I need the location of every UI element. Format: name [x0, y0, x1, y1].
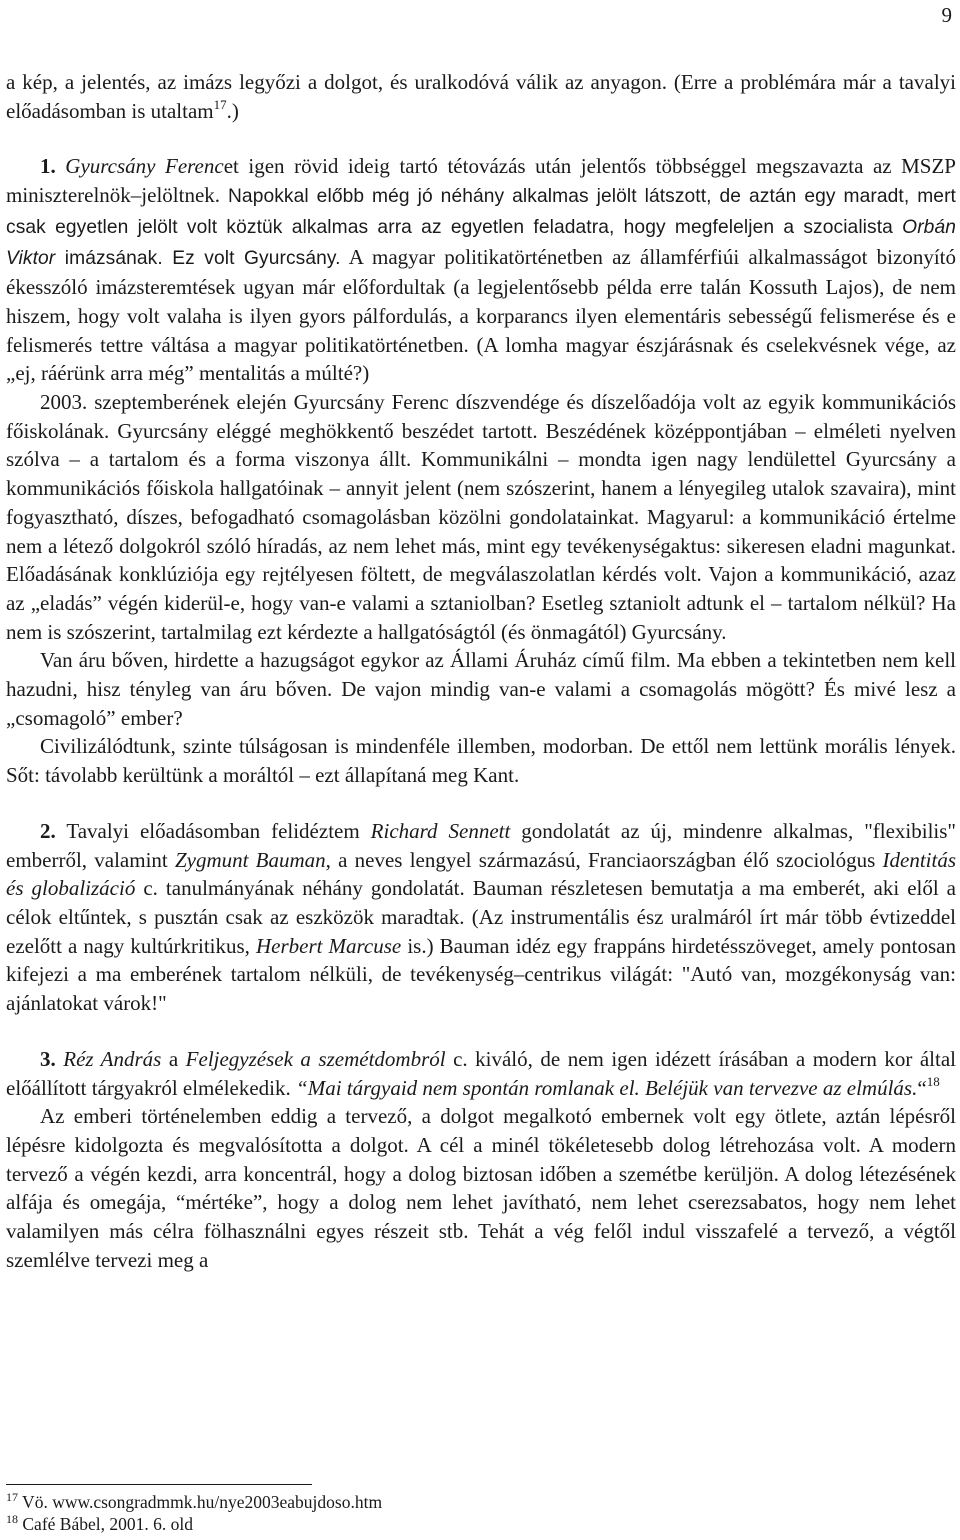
paragraph: Van áru bőven, hirdette a hazugságot egykor az Állami Áruház című film. Ma ebben a tekintetben nem kell hazudni, hisz tényleg van áru bőven. De vajon mindig van-e valami a csomagolás mögött? És mivé lesz a „csomagoló” ember?	[6, 648, 956, 730]
footnote-number: 17	[6, 1490, 18, 1504]
section-3-paragraph	[6, 1045, 956, 1102]
text-run: c. tanulmányának néhány gondolatát. Bauman részletesen bemutatja a ma emberét, aki elől a célok eltűntek, s pusztán csak az eszközök maradtak. (Az instrumentális ész uralmáról írt már több évtizeddel ezelőtt a nagy kultúrkritikus,	[6, 876, 957, 958]
paragraph: 2003. szeptemberének elején Gyurcsány Ferenc díszvendége és díszelőadója volt az egyik kommunikációs főiskolának. Gyurcsány eléggé meghökkentő beszédet tartott. Beszédének középpontjában – elméleti nyelven szólva – a tartalom és a forma viszonya állt. Kommunikálni – mondta igen nagy lendülettel Gyurcsány a kommunikációs főiskola hallgatóinak – annyit jelent (nem szószerint, hanem a lényegileg utalok szavaira), mint fogyasztható, díszes, befogadható csomagolásban közölni gondolatainkat. Magyarul: a kommunikáció értelme nem a létező dolgokról szóló híradás, az nem lehet más, mint egy tevékenységaktus: sikeresen eladni magunkat. Előadásának konklúziója egy rejtélyesen föltett, de megválaszolatlan kérdés volt. Vajon a kommunikáció, azaz az „eladás” végén kiderül-e, hogy van-e valami a sztaniolban? Esetleg sztaniolt adtunk el – tartalom nélkül? Ha nem is szószerint, tartalmilag ezt kérdezte a hallgatóságtól (és önmagától) Gyurcsány.	[6, 390, 956, 644]
text-run: c. kiváló, de nem igen idézett írásában a modern kor által előállított tárgyakról elmélekedik.	[6, 1046, 956, 1100]
section-number: 1.	[40, 154, 56, 179]
person-name: Herbert Marcuse	[255, 933, 402, 958]
text-run: Tavalyi előadásomban felidéztem	[55, 818, 371, 843]
footnotes	[6, 1491, 946, 1535]
footnote-ref[interactable]: 17	[213, 96, 227, 112]
person-name: Réz András	[63, 1046, 162, 1071]
section-2-paragraph	[6, 817, 956, 1018]
body-text	[6, 68, 956, 1274]
paragraph	[6, 68, 956, 125]
footnote-text: Café Bábel, 2001. 6. old	[18, 1514, 193, 1534]
footnote-ref[interactable]: 18	[926, 1073, 940, 1089]
text-run: gondolatát az új, mindenre alkalmas, "flexibilis" emberről, valamint	[6, 818, 956, 872]
text-run: a	[161, 1046, 186, 1071]
footnote	[6, 1491, 946, 1513]
footnote-number: 18	[6, 1512, 18, 1526]
person-name: Gyurcsány Ferenc	[65, 154, 224, 179]
paragraph: Az emberi történelemben eddig a tervező, a dolgot megalkotó embernek volt egy ötlete, aztán lépésről lépésre kidolgozta és megvalósította a dolgot. A cél a minél tökéletesebb dolog létrehozása volt. A modern tervező a végén kezdi, arra koncentrál, hogy a dolog biztosan időben a szemétbe kerüljön. A dolog létezésének alfája és omegája, “mértéke”, hogy a dolog nem lehet javítható, nem lehet cserezsabatos, hogy nem lehet valamilyen más célra fölhasználni egyes részeit stb. Tehát a vég felől indul visszafelé a tervező, a végtől szemlélve tervezi meg a	[6, 1104, 956, 1272]
text-run: is.) Bauman idéz egy frappáns hirdetésszöveget, amely pontosan kifejezi a ma emberének tartalom nélküli, de tevékenység–centrikus világát: "Autó van, mozgékonyság van: ajánlatokat várok!"	[6, 933, 956, 1016]
quote-mark: “	[917, 1075, 927, 1100]
section-1-paragraph	[6, 152, 956, 388]
person-name: Zygmunt Bauman	[174, 847, 326, 872]
paragraph: Civilizálódtunk, szinte túlságosan is mindenféle illemben, modorban. De ettől nem lettünk morális lények. Sőt: távolabb kerültünk a moráltól – ezt állapítaná meg Kant.	[6, 734, 956, 788]
section-number: 3.	[40, 1046, 56, 1071]
text-run: , a neves lengyel származású, Franciaországban élő szociológus	[325, 847, 883, 872]
text-run: et igen rövid ideig tartó tétovázás után jelentős többséggel megszavazta az MSZP miniszterelnök–jelöltnek.	[6, 154, 956, 208]
page-number: 9	[941, 3, 952, 27]
text-run: Napokkal előbb még jó néhány alkalmas jelölt látszott, de aztán egy maradt, mert csak egyetlen jelölt volt köztük alkalmas arra az egyetlen feladatra, hogy megfeleljen a szocialista	[6, 186, 956, 238]
quotation: “Mai tárgyaid nem spontán romlanak el. Beléjük van tervezve az elmúlás.	[296, 1075, 918, 1100]
section-number: 2.	[40, 818, 56, 843]
footnote-text: Vö. www.csongradmmk.hu/nye2003eabujdoso.htm	[18, 1492, 383, 1512]
text-run: A magyar politikatörténetben az államférfiúi alkalmasságot bizonyító ékesszóló imázsteremtések ugyan már előfordultak (a legjelentősebb példa erre talán Kossuth Lajos), de nem hiszem, hogy volt valaha is ilyen gyors pálfordulás, a korparancs ilyen elementáris sebességű felismerése és e felismerés tettre váltása a magyar politikatörténetben. (A lomha magyar észjárásnak és cselekvésnek vége, az „ej, ráérünk arra még” mentalitás a múlté?)	[6, 244, 956, 386]
person-name: Richard Sennett	[370, 818, 511, 843]
footnote-divider	[6, 1484, 312, 1485]
person-name: Orbán Viktor	[6, 216, 956, 269]
text-run: .)	[226, 98, 239, 123]
work-title: Identitás és globalizáció	[6, 847, 956, 901]
text-run: imázsának. Ez volt Gyurcsány.	[55, 247, 341, 269]
text-run: a kép, a jelentés, az imázs legyőzi a dolgot, és uralkodóvá válik az anyagon. (Erre a problémára már a tavalyi előadásomban is utaltam	[6, 70, 956, 123]
work-title: Feljegyzések a szemétdombról	[185, 1046, 446, 1071]
footnote	[6, 1513, 946, 1535]
